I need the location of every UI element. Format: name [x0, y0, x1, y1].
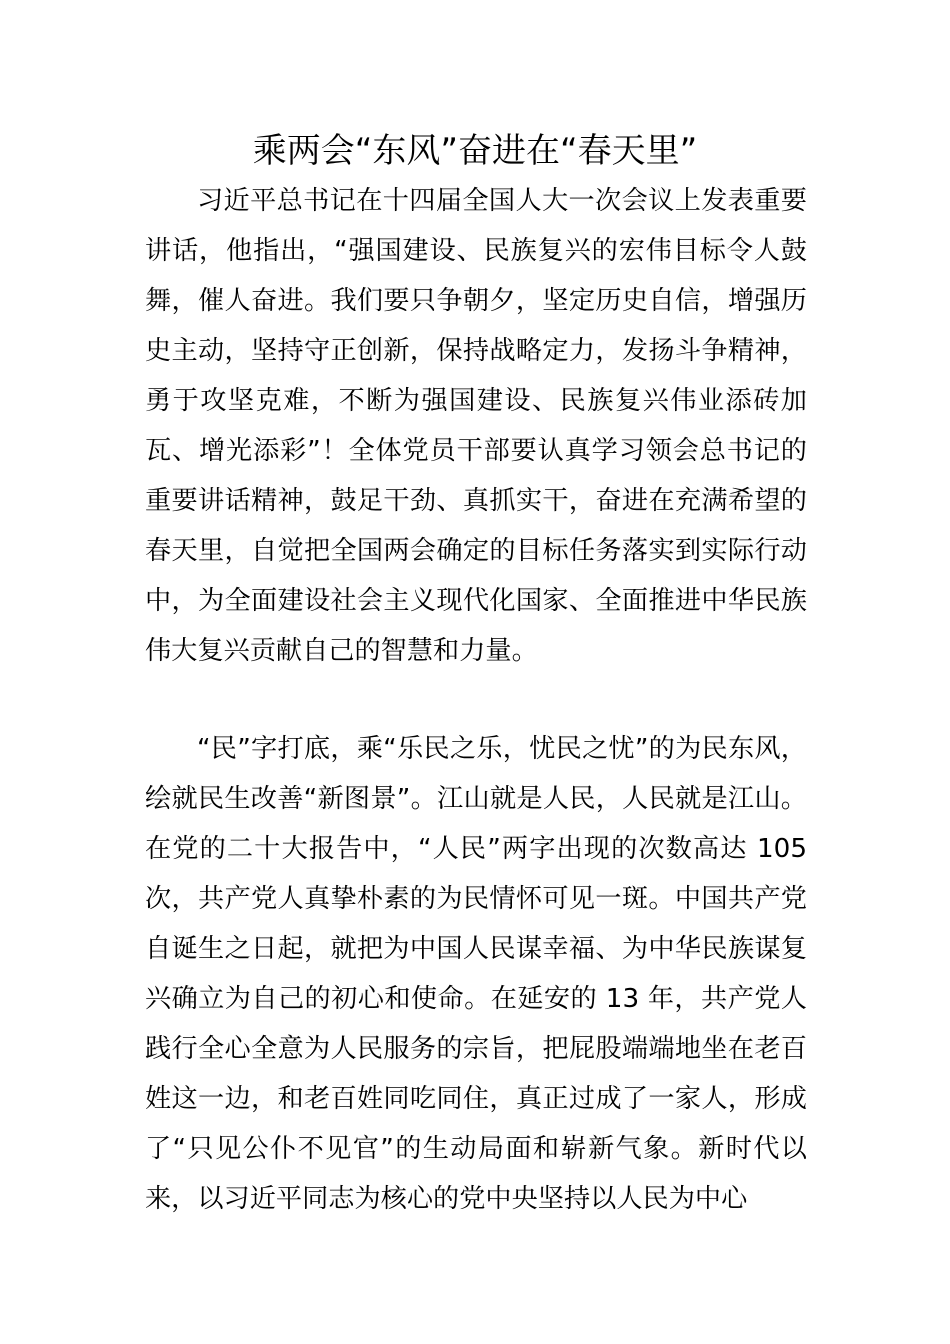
paragraph-2: “民”字打底，乘“乐民之乐，忧民之忧”的为民东风，绘就民生改善“新图景”。江山就是人民，人民就是江山。在党的二十大报告中，“人民”两字出现的次数高达 105 次，共产党人真挚朴素的为民情怀可见一斑。中国共产党自诞生之日起，就把为中国人民谋幸福、为中华民族谋复兴确立为自己的初心和使命。在延安的 13 年，共产党人践行全心全意为人民服务的宗旨，把屁股端端地坐在老百姓这一边，和老百姓同吃同住，真正过成了一家人，形成了“只见公仆不见官”的生动局面和崭新气象。新时代以来，以习近平同志为核心的党中央坚持以人民为中心 — [145, 734, 807, 1214]
paragraph-1: 习近平总书记在十四届全国人大一次会议上发表重要讲话，他指出，“强国建设、民族复兴的宏伟目标令人鼓舞，催人奋进。我们要只争朝夕，坚定历史自信，增强历史主动，坚持守正创新，保持战略定力，发扬斗争精神，勇于攻坚克难，不断为强国建设、民族复兴伟业添砖加瓦、增光添彩”！全体党员干部要认真学习领会总书记的重要讲话精神，鼓足干劲、真抓实干，奋进在充满希望的春天里，自觉把全国两会确定的目标任务落实到实际行动中，为全面建设社会主义现代化国家、全面推进中华民族伟大复兴贡献自己的智慧和力量。 — [145, 186, 807, 666]
document-title: 乘两会“东风”奋进在“春天里” — [252, 131, 698, 171]
